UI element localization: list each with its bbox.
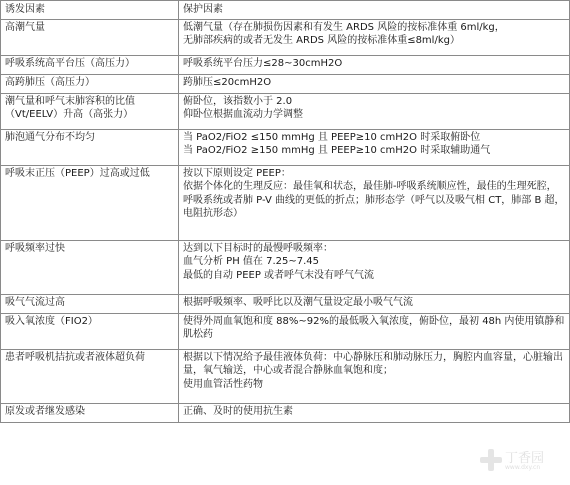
protection-cell — [179, 129, 570, 165]
protection-line: 使用血管活性药物 — [183, 378, 263, 390]
cause-cell: 肺泡通气分布不均匀 — [1, 129, 179, 165]
table-row — [1, 165, 570, 240]
protection-line: 仰卧位根据血流动力学调整 — [183, 109, 303, 120]
table-row — [1, 55, 570, 74]
protection-cell — [179, 165, 570, 240]
protection-line: 跨肺压≤20cmH2O — [183, 76, 272, 88]
protection-line: 无肺部疾病的或者无发生 ARDS 风险的按标准体重≤8ml/kg） — [183, 35, 460, 46]
protection-cell — [179, 19, 570, 55]
cause-cell: 吸气气流过高 — [1, 294, 179, 313]
protection-cell — [179, 55, 570, 74]
protection-line: 依据个体化的生理反应：最佳氧和状态，最佳肺-呼吸系统顺应性，最佳的生理死腔，呼吸系统或者肺 P-V 曲线的更低的折点；肺形态学（呼气以及吸气相 CT，肺部 B 超，电阻抗形态） — [183, 181, 565, 219]
watermark-url: www.dxy.cn — [505, 464, 541, 471]
table-row — [1, 294, 570, 313]
protection-line: 达到以下目标时的最慢呼吸频率： — [183, 242, 333, 254]
watermark-logo — [480, 445, 552, 475]
cause-cell: 呼吸系统高平台压（高压力） — [1, 55, 179, 74]
protection-line: 按以下原则设定 PEEP： — [183, 167, 291, 179]
protection-cell — [179, 74, 570, 93]
protection-cell — [179, 349, 570, 403]
table-row — [1, 313, 570, 349]
cause-cell: 呼吸末正压（PEEP）过高或过低 — [1, 165, 179, 240]
protection-cell — [179, 403, 570, 422]
protection-line: 正确、及时的使用抗生素 — [183, 405, 293, 417]
cause-cell: 呼吸频率过快 — [1, 240, 179, 294]
protection-line: 使得外周血氧饱和度 88%~92%的最低吸入氧浓度，俯卧位，最初 48h 内使用镇静和肌松药 — [183, 315, 565, 340]
protection-line: 低潮气量（存在肺损伤因素和有发生 ARDS 风险的按标准体重 6ml/kg， — [183, 21, 505, 33]
protection-line: 血气分析 PH 值在 7.25~7.45 — [183, 256, 319, 267]
cause-cell: 吸入氧浓度（FIO2） — [1, 313, 179, 349]
cause-cell: 高跨肺压（高压力） — [1, 74, 179, 93]
protection-line: 当 PaO2/FiO2 ≤150 mmHg 且 PEEP≥10 cmH2O 时采取俯卧位 — [183, 131, 481, 143]
protection-line: 呼吸系统平台压力≤28~30cmH2O — [183, 57, 343, 69]
protection-cell — [179, 313, 570, 349]
header-cause: 诱发因素 — [1, 1, 179, 20]
protection-line: 俯卧位，该指数小于 2.0 — [183, 95, 293, 107]
table-row — [1, 129, 570, 165]
table-row — [1, 19, 570, 55]
table-row — [1, 403, 570, 422]
protection-line: 根据呼吸频率、吸呼比以及潮气量设定最小吸气气流 — [183, 296, 413, 308]
protection-line: 最低的自动 PEEP 或者呼气末没有呼气气流 — [183, 269, 375, 281]
table-row — [1, 93, 570, 129]
cause-cell: 原发或者继发感染 — [1, 403, 179, 422]
protection-cell — [179, 93, 570, 129]
header-protection: 保护因素 — [179, 1, 570, 20]
table-body — [1, 19, 570, 422]
cause-cell: 患者呼吸机拮抗或者液体超负荷 — [1, 349, 179, 403]
cross-icon — [480, 449, 502, 471]
protection-line: 当 PaO2/FiO2 ≥150 mmHg 且 PEEP≥10 cmH2O 时采取辅助通气 — [183, 145, 491, 156]
protection-cell — [179, 294, 570, 313]
table-row — [1, 240, 570, 294]
watermark-brand: 丁香园 — [505, 451, 545, 466]
protection-cell — [179, 240, 570, 294]
cause-cell: 潮气量和呼气末肺容积的比值（Vt/EELV）升高（高张力） — [1, 93, 179, 129]
table-row — [1, 74, 570, 93]
protection-line: 根据以下情况给予最佳液体负荷：中心静脉压和肺动脉压力，胸腔内血容量，心脏输出量，氧气输送，中心或者混合静脉血氧饱和度； — [183, 351, 563, 376]
table-header-row — [1, 1, 570, 20]
table-row — [1, 349, 570, 403]
cause-cell: 高潮气量 — [1, 19, 179, 55]
